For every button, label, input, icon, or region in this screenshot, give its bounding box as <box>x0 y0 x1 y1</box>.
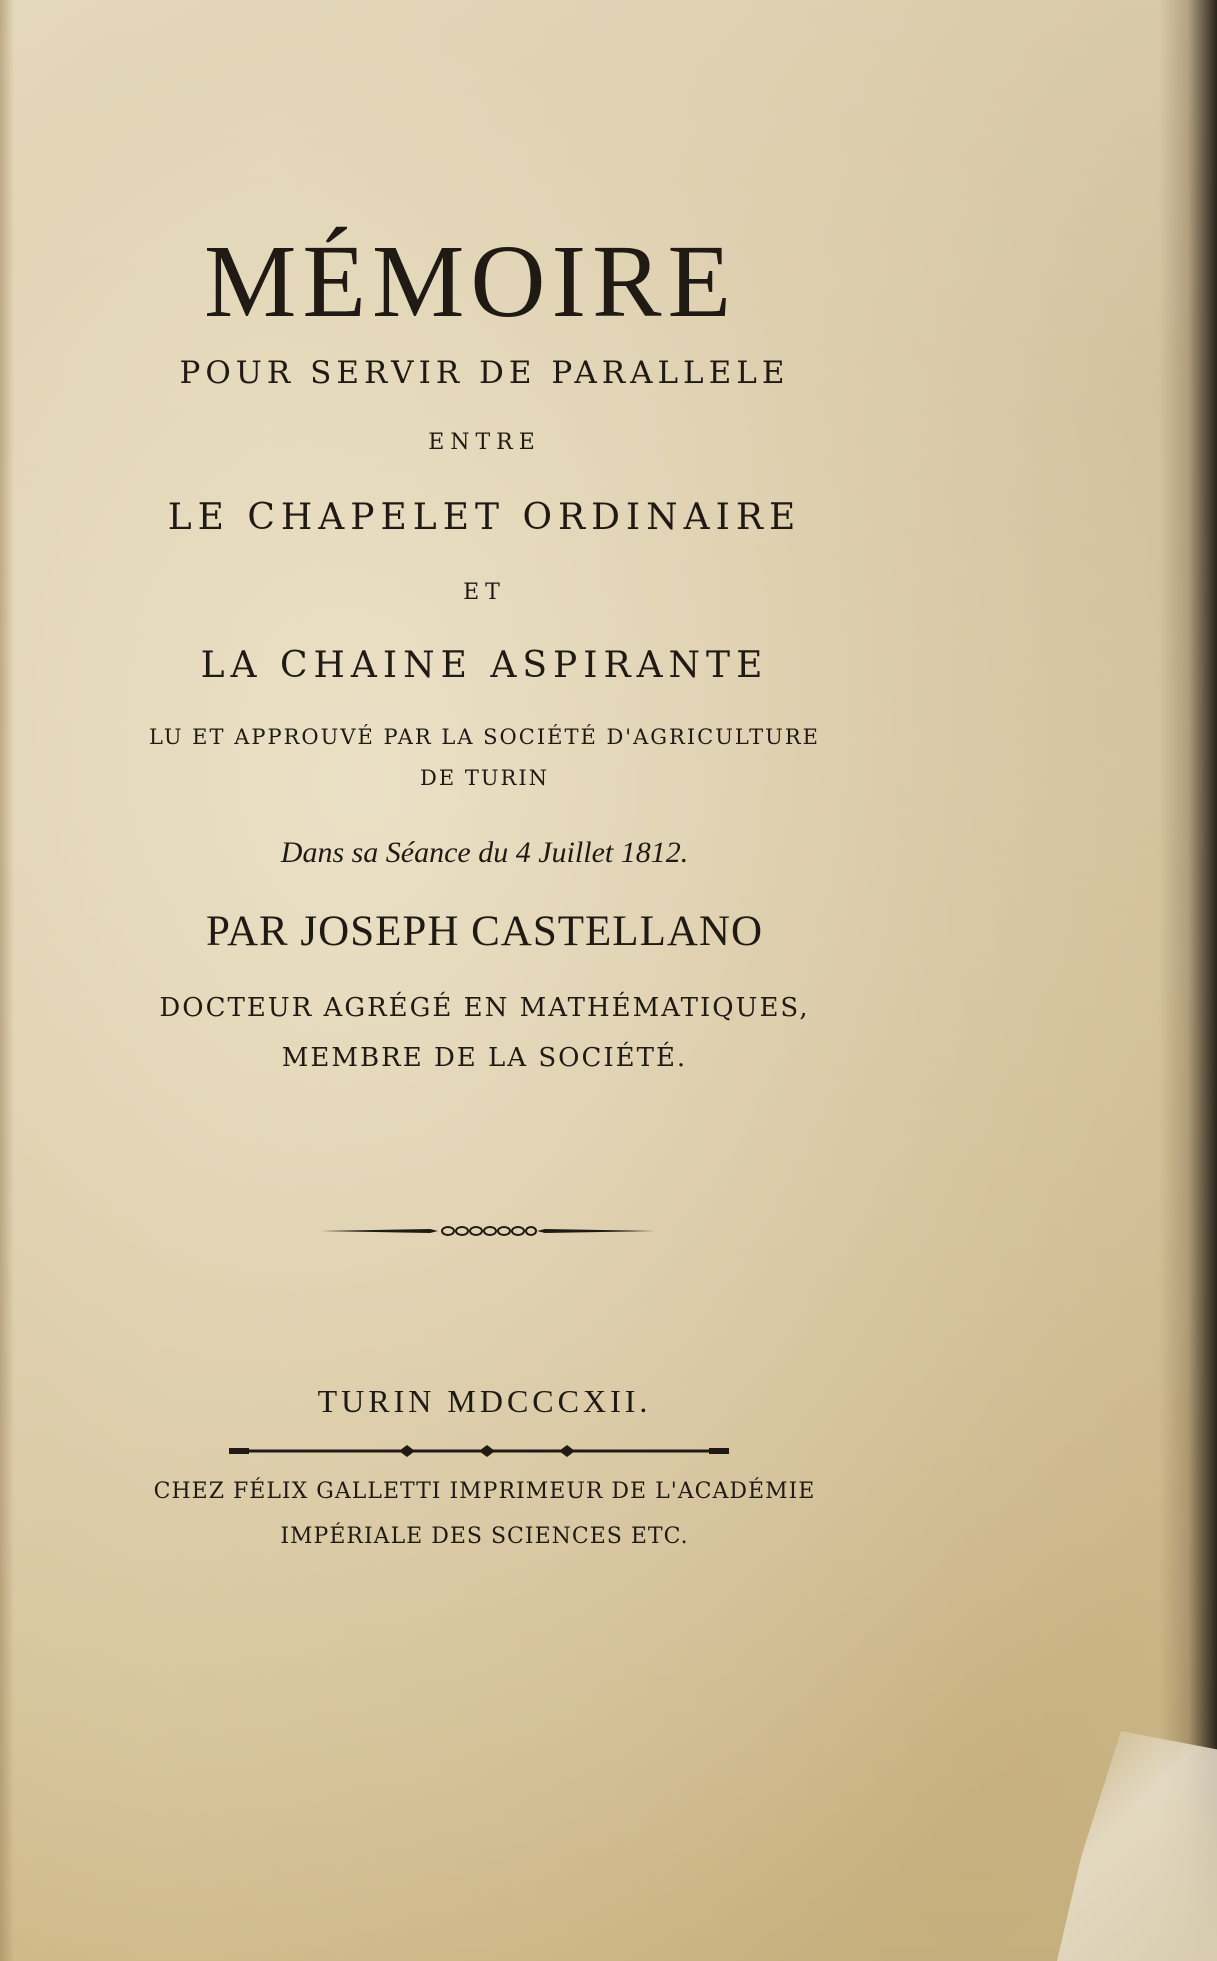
imprint-printer-line-1: CHEZ FÉLIX GALLETTI IMPRIMEUR DE L'ACADÉMIE <box>153 1479 816 1504</box>
session-date: Dans sa Séance du 4 Juillet 1812. <box>280 836 689 869</box>
author-title-line-1: DOCTEUR AGRÉGÉ EN MATHÉMATIQUES, <box>159 993 810 1023</box>
subtitle-line-entre: ENTRE <box>428 430 541 455</box>
torn-corner <box>1057 1731 1217 1961</box>
imprint-place-year: TURIN MDCCCXII. <box>317 1383 652 1419</box>
author-name: PAR JOSEPH CASTELLANO <box>205 908 763 955</box>
subtitle-line-et: ET <box>463 580 506 605</box>
page-right-edge <box>1159 0 1217 1961</box>
author-title-line-2: MEMBRE DE LA SOCIÉTÉ. <box>281 1043 688 1073</box>
approval-line: LU ET APPROUVÉ PAR LA SOCIÉTÉ D'AGRICULTURE <box>149 725 820 749</box>
approval-line-turin: DE TURIN <box>419 766 550 790</box>
ornamental-rule <box>320 1221 655 1241</box>
ornamental-rule-imprint <box>229 1442 729 1460</box>
imprint-printer-line-2: IMPÉRIALE DES SCIENCES ETC. <box>280 1524 689 1549</box>
subtitle-line-chapelet: LE CHAPELET ORDINAIRE <box>167 497 802 538</box>
page-title: MÉMOIRE <box>203 224 738 339</box>
subtitle-line-pour: POUR SERVIR DE PARALLELE <box>179 355 790 391</box>
subtitle-line-chaine: LA CHAINE ASPIRANTE <box>200 645 769 686</box>
